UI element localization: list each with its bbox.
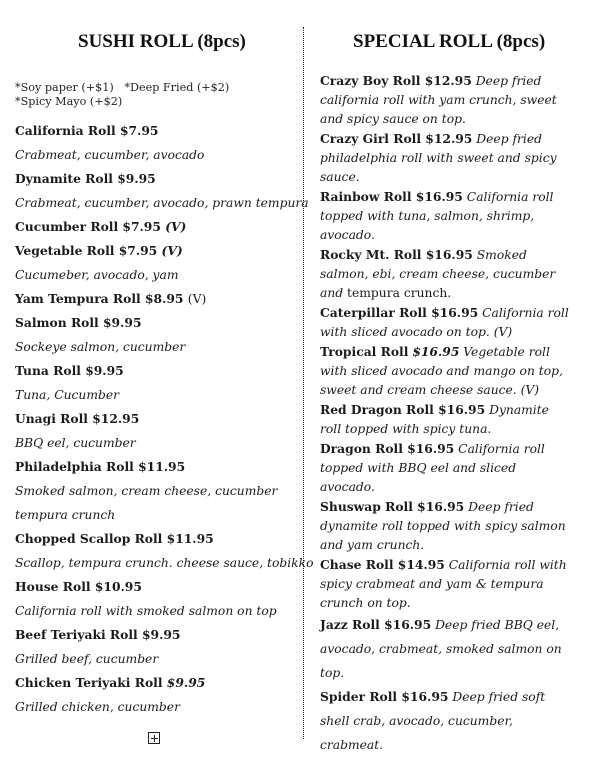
menu-item-california-roll — [15, 123, 300, 147]
menu-item-dragon-roll — [320, 439, 570, 497]
item-name: Cucumber Roll $7.95 — [15, 219, 161, 234]
item-name: Salmon Roll $9.95 — [15, 315, 142, 330]
item-name: California Roll $7.95 — [15, 123, 159, 138]
sushi-roll-options — [15, 81, 229, 109]
item-description: Crabmeat, cucumber, avocado, prawn tempura — [15, 196, 309, 210]
sushi-roll-heading: SUSHI ROLL (8pcs) — [78, 31, 246, 52]
item-description: Tuna, Cucumber — [15, 388, 120, 402]
item-name: Spider Roll $16.95 — [320, 689, 449, 704]
item-description: Dynamite roll topped with spicy tuna. — [320, 403, 549, 436]
item-name: Rainbow Roll $16.95 — [320, 189, 463, 204]
item-name: Beef Teriyaki Roll $9.95 — [15, 627, 181, 642]
vegetarian-tag: (V) — [161, 243, 183, 258]
menu-item-rainbow-roll — [320, 187, 570, 245]
item-description: Deep fried soft shell crab, avocado, cucumber, crabmeat. — [320, 690, 546, 752]
menu-item-salmon-roll — [15, 315, 300, 339]
menu-item-jazz-roll — [320, 613, 570, 685]
vegetarian-tag: (V) — [187, 292, 207, 306]
item-name: Jazz Roll $16.95 — [320, 617, 432, 632]
menu-item-beef-teriyaki-roll — [15, 627, 300, 651]
item-description: BBQ eel, cucumber — [15, 436, 136, 450]
item-description: Sockeye salmon, cucumber — [15, 340, 186, 354]
item-description: Smoked salmon, ebi, cream cheese, cucumber and — [320, 248, 556, 300]
option-line: *Soy paper (+$1) *Deep Fried (+$2) — [15, 81, 230, 94]
item-name: Caterpillar Roll $16.95 — [320, 305, 479, 320]
item-name: Vegetable Roll $7.95 — [15, 243, 158, 258]
option-line: *Spicy Mayo (+$2) — [15, 95, 123, 108]
item-description: Crabmeat, cucumber, avocado — [15, 148, 205, 162]
item-name: Tropical Roll — [320, 344, 409, 359]
menu-item-cucumber-roll — [15, 219, 300, 243]
item-name: Philadelphia Roll $11.95 — [15, 459, 186, 474]
item-name: Tuna Roll $9.95 — [15, 363, 124, 378]
item-description: California roll topped with tuna, salmon, shrimp, avocado. — [320, 190, 554, 242]
item-name: Crazy Girl Roll $12.95 — [320, 131, 473, 146]
menu-item-unagi-roll — [15, 411, 300, 435]
item-description: Grilled beef, cucumber — [15, 652, 159, 666]
item-description: California roll with smoked salmon on top — [15, 604, 277, 618]
menu-item-dynamite-roll — [15, 171, 300, 195]
item-description-continued: tempura crunch — [15, 508, 116, 522]
special-roll-heading: SPECIAL ROLL (8pcs) — [353, 31, 546, 52]
menu-item-spider-roll — [320, 685, 570, 757]
item-name: Chicken Teriyaki Roll — [15, 675, 163, 690]
item-description: California roll with spicy crabmeat and yam & tempura crunch on top. — [320, 558, 567, 610]
special-roll-list — [320, 71, 570, 757]
menu-item-philadelphia-roll — [15, 459, 300, 483]
plus-square-icon[interactable] — [148, 732, 160, 744]
menu-item-chicken-teriyaki-roll — [15, 675, 300, 699]
item-name: Rocky Mt. Roll $16.95 — [320, 247, 473, 262]
menu-item-vegetable-roll — [15, 243, 300, 267]
menu-item-caterpillar-roll — [320, 303, 570, 342]
item-name: Red Dragon Roll $16.95 — [320, 402, 486, 417]
item-name: Chase Roll $14.95 — [320, 557, 445, 572]
menu-item-house-roll — [15, 579, 300, 603]
menu-item-red-dragon-roll — [320, 400, 570, 439]
item-description: Deep fried BBQ eel, avocado, crabmeat, smoked salmon on top. — [320, 618, 562, 680]
item-name: House Roll $10.95 — [15, 579, 142, 594]
menu-item-crazy-girl-roll — [320, 129, 570, 187]
menu-item-rocky-mt-roll — [320, 245, 570, 303]
menu-item-chase-roll — [320, 555, 570, 613]
item-description: California roll with sliced avocado on top. (V) — [320, 306, 569, 339]
item-name: Dragon Roll $16.95 — [320, 441, 455, 456]
item-description: Deep fried california roll with yam crunch, sweet and spicy sauce on top. — [320, 74, 557, 126]
item-price: $16.95 — [412, 344, 460, 359]
item-description: Deep fried dynamite roll topped with spicy salmon and yam crunch. — [320, 500, 566, 552]
item-name: Chopped Scallop Roll $11.95 — [15, 531, 214, 546]
item-description: California roll topped with BBQ eel and sliced avocado. — [320, 442, 545, 494]
item-description: Smoked salmon, cream cheese, cucumber — [15, 484, 278, 498]
column-divider — [303, 27, 304, 739]
vegetarian-tag: (V) — [165, 219, 187, 234]
item-description-plain: tempura crunch. — [347, 286, 452, 300]
menu-item-tuna-roll — [15, 363, 300, 387]
menu-item-chopped-scallop-roll — [15, 531, 300, 555]
item-price: $9.95 — [166, 675, 206, 690]
menu-item-tropical-roll — [320, 342, 570, 400]
menu-item-shuswap-roll — [320, 497, 570, 555]
item-name: Crazy Boy Roll $12.95 — [320, 73, 472, 88]
item-name: Yam Tempura Roll $8.95 — [15, 291, 184, 306]
sushi-roll-list — [15, 123, 314, 723]
item-name: Shuswap Roll $16.95 — [320, 499, 465, 514]
item-description: Scallop, tempura crunch. cheese sauce, tobikko — [15, 556, 314, 570]
item-description: Deep fried philadelphia roll with sweet and spicy sauce. — [320, 132, 557, 184]
menu-item-yam-tempura-roll — [15, 291, 300, 315]
item-description: Grilled chicken, cucumber — [15, 700, 180, 714]
item-name: Dynamite Roll $9.95 — [15, 171, 156, 186]
item-name: Unagi Roll $12.95 — [15, 411, 140, 426]
item-description: Cucumeber, avocado, yam — [15, 268, 179, 282]
item-description: Vegetable roll with sliced avocado and mango on top, sweet and cream cheese sauce. (V) — [320, 345, 563, 397]
menu-item-crazy-boy-roll — [320, 71, 570, 129]
